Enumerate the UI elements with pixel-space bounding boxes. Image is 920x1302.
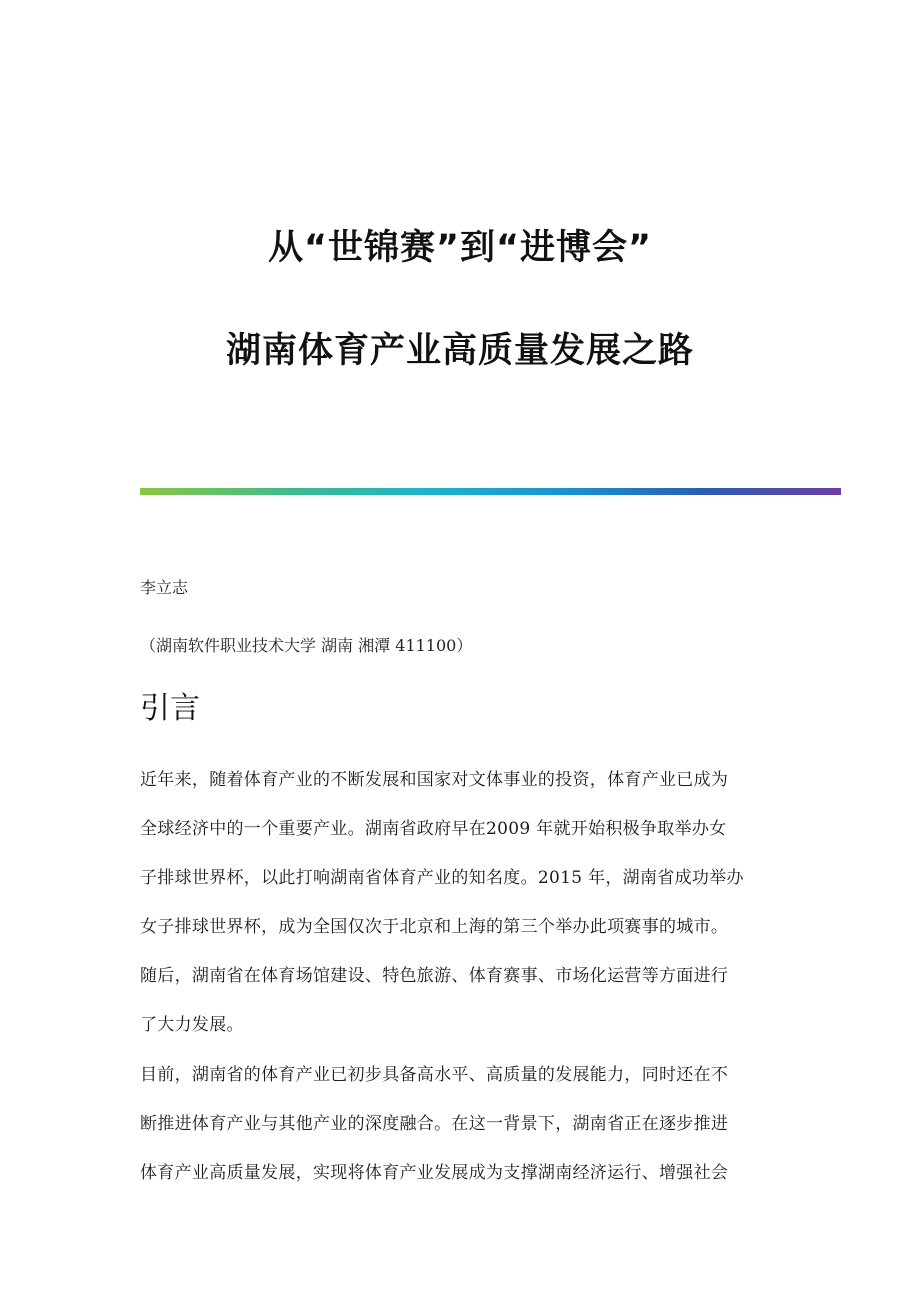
paragraph-line: 全球经济中的一个重要产业。湖南省政府早在2009 年就开始积极争取举办女 [140,819,727,839]
paragraph-line: 目前，湖南省的体育产业已初步具备高水平、高质量的发展能力，同时还在不 [140,1065,729,1085]
paragraph-2 [140,1051,790,1198]
paragraph-line: 断推进体育产业与其他产业的深度融合。在这一背景下，湖南省正在逐步推进 [140,1114,729,1134]
title-line-2: 湖南体育产业高质量发展之路 [225,331,694,371]
author-affiliation: （湖南软件职业技术大学 湖南 湘潭 411100） [140,636,473,655]
paragraph-line: 近年来，随着体育产业的不断发展和国家对文体事业的投资，体育产业已成为 [140,770,729,790]
title-line-1: 从“世锦赛”到“进博会” [267,228,652,268]
paragraph-1 [140,756,790,1050]
gradient-divider [140,488,841,495]
paragraph-line: 了大力发展。 [140,1015,244,1035]
section-heading-introduction: 引言 [140,691,200,726]
paragraph-line: 子排球世界杯，以此打响湖南省体育产业的知名度。2015 年，湖南省成功举办 [140,868,744,888]
paragraph-line: 随后，湖南省在体育场馆建设、特色旅游、体育赛事、市场化运营等方面进行 [140,966,729,986]
author-name: 李立志 [140,578,189,597]
paragraph-line: 体育产业高质量发展，实现将体育产业发展成为支撑湖南经济运行、增强社会 [140,1163,729,1183]
paragraph-line: 女子排球世界杯，成为全国仅次于北京和上海的第三个举办此项赛事的城市。 [140,917,729,937]
